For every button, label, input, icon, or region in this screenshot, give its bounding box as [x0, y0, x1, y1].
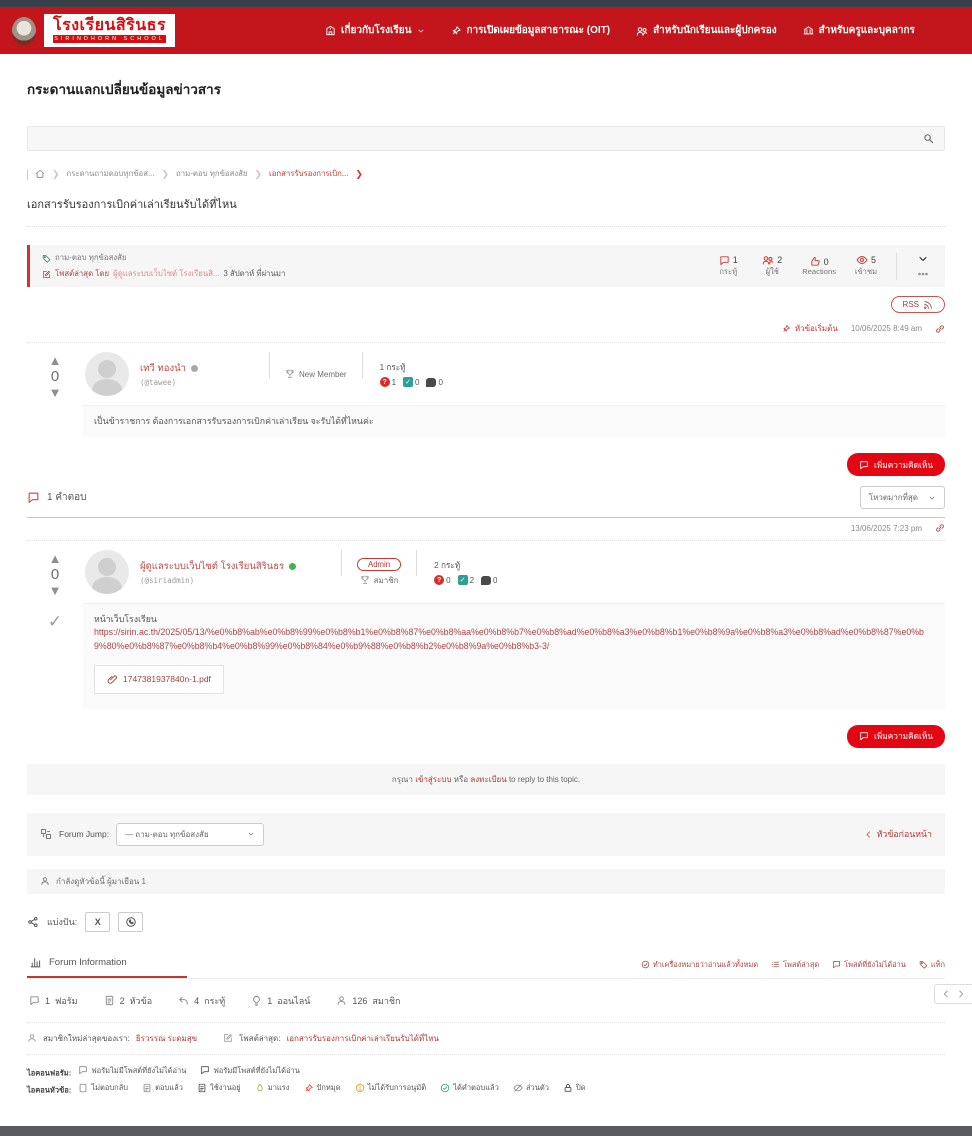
legend-active: ใช้งานอยู่	[197, 1080, 241, 1095]
topic-category[interactable]	[42, 252, 285, 264]
answers-header	[27, 490, 87, 505]
legend-solved: ได้คำตอบแล้ว	[440, 1080, 499, 1095]
last-post-author-link[interactable]: ผู้ดูแลระบบเว็บไซต์ โรงเรียนสิ...	[113, 269, 220, 278]
latest-post-link[interactable]: เอกสารรับรองการเบิกค่าเล่าเรียนรับได้ที่ไหน	[286, 1033, 439, 1043]
reply-icon	[178, 995, 189, 1006]
comment-icon	[859, 731, 869, 741]
forum-jump-icon	[40, 828, 52, 840]
logo-subtitle: SIRINDHORN SCHOOL	[54, 36, 165, 43]
document-icon	[78, 1083, 88, 1093]
add-comment-row-2	[27, 725, 945, 748]
forum-info-title: Forum Information	[49, 956, 127, 968]
menu-students-parents[interactable]	[636, 23, 777, 38]
stat-posts	[714, 255, 742, 278]
trophy-icon	[360, 575, 370, 585]
mark-all-read-link[interactable]	[641, 959, 758, 971]
chevron-left-icon	[864, 830, 873, 839]
comments-count: 0	[493, 575, 498, 585]
pushpin-icon	[451, 25, 462, 36]
legend-replied: ตอบแล้ว	[142, 1080, 183, 1095]
comment-icon	[859, 460, 869, 470]
questions-badge	[434, 575, 450, 585]
rss-row	[27, 296, 945, 313]
divider	[362, 352, 363, 378]
stat-reactions	[802, 256, 836, 276]
document-lines-icon	[142, 1083, 152, 1093]
stat-value: 2	[777, 255, 783, 265]
attachment-chip[interactable]	[94, 665, 224, 694]
question-icon: ?	[380, 377, 390, 387]
questions-count: 1	[391, 377, 397, 387]
breadcrumb-current-topic[interactable]: เอกสารรับรองการเบิก...	[269, 169, 349, 178]
newest-member-label: สมาชิกใหม่ล่าสุดของเรา:	[43, 1033, 130, 1043]
site-logo[interactable]	[44, 14, 175, 48]
latest-post-label: โพสต์ล่าสุด:	[239, 1033, 281, 1043]
whatsapp-icon	[125, 916, 137, 928]
stat-value: 126	[352, 995, 368, 1006]
unread-posts-link[interactable]	[832, 959, 906, 971]
eye-off-icon	[513, 1083, 523, 1093]
add-comment-button[interactable]	[847, 725, 945, 748]
person-icon	[40, 876, 50, 886]
divider	[27, 226, 945, 227]
top-strip	[0, 0, 972, 7]
answers-badge	[403, 377, 419, 387]
offline-status-dot	[191, 365, 198, 372]
stat-value: 2	[119, 995, 125, 1006]
author-rank: New Member	[299, 369, 347, 379]
post-2	[27, 540, 945, 708]
menu-oit[interactable]	[451, 23, 611, 38]
check-icon: ✓	[403, 377, 413, 387]
author-badges	[434, 575, 497, 585]
post1-author-row	[83, 343, 945, 405]
login-link[interactable]: เข้าสู่ระบบ	[415, 774, 452, 784]
last-post-label: โพสต์ล่าสุด โดย	[55, 269, 110, 278]
currently-viewing-bar	[27, 869, 945, 894]
topic-stats	[714, 253, 933, 280]
pushpin-icon	[304, 1083, 314, 1093]
post1-vote-column	[27, 343, 83, 437]
vote-count: 0	[50, 368, 60, 385]
upvote-button[interactable]: ▲	[48, 551, 62, 567]
author-name-text: เทวี ทองนำ	[140, 363, 186, 374]
admin-badge: Admin	[357, 558, 401, 571]
legend-forum-no-unread: ฟอรัมไม่มีโพสต์ที่ยังไม่ได้อ่าน	[78, 1063, 186, 1078]
share-row	[27, 912, 945, 932]
exclamation-circle-icon	[355, 1083, 365, 1093]
chevron-down-icon	[247, 830, 255, 838]
x-icon: X	[94, 916, 101, 927]
collapse-topic-button[interactable]	[917, 253, 929, 265]
rss-button[interactable]	[891, 296, 945, 313]
add-comment-label: เพิ่มความคิดเห็น	[873, 731, 933, 741]
thumbs-up-icon	[810, 256, 821, 267]
divider	[416, 550, 417, 576]
forum-info-links	[641, 959, 945, 978]
forum-info-tab[interactable]	[27, 952, 187, 978]
tags-link[interactable]	[919, 959, 945, 971]
chat-filled-icon	[200, 1065, 210, 1075]
check-icon: ✓	[458, 575, 468, 585]
topics-stat	[104, 994, 153, 1008]
forum-jump-value: — ถาม-ตอบ ทุกข้อสงสัย	[125, 829, 209, 839]
chevron-right-icon	[956, 989, 966, 999]
post2-intro: หน้าเว็บโรงเรียน	[94, 614, 157, 625]
comments-badge	[481, 576, 497, 585]
post2-content	[83, 603, 945, 708]
trophy-icon	[285, 369, 295, 379]
online-status-dot	[289, 563, 296, 570]
stat-value: 5	[870, 255, 876, 265]
last-post-time: 3 สัปดาห์ ที่ผ่านมา	[223, 269, 286, 278]
stat-label: กระทู้	[204, 995, 226, 1006]
chevron-down-icon	[928, 494, 936, 502]
author-name-text: ผู้ดูแลระบบเว็บไซต์ โรงเรียนสิรินธร	[140, 561, 285, 573]
stat-value: 1	[732, 255, 738, 265]
legend-closed: ปิด	[563, 1080, 586, 1095]
stat-label: ผู้ใช้	[765, 267, 779, 276]
link-label: ทำเครื่องหมายว่าอ่านแล้วทั้งหมด	[652, 959, 758, 969]
paperclip-icon	[107, 674, 118, 685]
filled-chat-icon	[832, 960, 841, 969]
post2-vote-column	[27, 541, 83, 708]
avatar[interactable]	[85, 352, 129, 396]
stat-label: หัวข้อ	[129, 995, 153, 1006]
author-name[interactable]	[140, 559, 330, 574]
share-whatsapp-button[interactable]	[118, 912, 143, 932]
icons-legend	[27, 1054, 945, 1108]
divider	[341, 550, 342, 576]
answers-count: 0	[415, 377, 420, 387]
stat-views	[852, 254, 880, 278]
search-bar	[27, 126, 945, 151]
sort-dropdown[interactable]	[860, 486, 945, 509]
menu-about-school[interactable]	[325, 23, 424, 38]
share-label: แบ่งปัน:	[47, 916, 78, 927]
forum-jump-bar	[27, 813, 945, 856]
login-mid-text: หรือ	[453, 774, 469, 784]
lightbulb-icon	[251, 995, 262, 1006]
tag-icon	[919, 960, 928, 969]
legend-private: ส่วนตัว	[513, 1080, 549, 1095]
post1-main	[83, 343, 945, 437]
author-name[interactable]	[140, 361, 258, 376]
divider	[896, 253, 897, 280]
topic-last-post	[42, 268, 285, 280]
members-stat	[336, 994, 400, 1008]
starter-label: หัวข้อเริ่มต้น	[794, 324, 838, 333]
stat-label: ออนไลน์	[277, 995, 311, 1006]
author-rank-block	[353, 558, 405, 587]
share-x-button[interactable]	[85, 912, 110, 932]
answer-chat-icon	[27, 491, 40, 504]
menu-label: เกี่ยวกับโรงเรียน	[341, 25, 412, 36]
stat-label: กระทู้	[719, 266, 738, 276]
building-icon	[803, 25, 814, 36]
forum-jump-select[interactable]	[116, 823, 264, 846]
post-1	[27, 342, 945, 437]
author-handle: (@siriadmin)	[140, 576, 195, 586]
downvote-button[interactable]: ▼	[48, 583, 62, 599]
post1-content	[83, 405, 945, 437]
author-rank-block	[281, 369, 351, 379]
share-icon	[27, 916, 39, 928]
add-comment-label: เพิ่มความคิดเห็น	[873, 459, 933, 470]
previous-topic-link[interactable]	[864, 827, 932, 841]
users-icon	[636, 25, 648, 37]
flame-icon	[255, 1083, 265, 1093]
users-icon	[762, 254, 774, 266]
post2-date: 13/06/2025 7:23 pm	[850, 523, 922, 533]
vote-count: 0	[50, 566, 60, 584]
tag-icon	[42, 254, 51, 263]
floating-pager[interactable]	[934, 984, 972, 1004]
forum-jump-label: Forum Jump:	[59, 829, 110, 839]
check-circle-icon	[440, 1083, 450, 1093]
breadcrumb-forums[interactable]: กระดานถามตอบทุกข้อส...	[66, 169, 155, 178]
menu-teachers-staff[interactable]	[803, 23, 915, 38]
menu-label: การเปิดเผยข้อมูลสาธารณะ (OIT)	[466, 25, 611, 36]
edit-icon	[223, 1033, 233, 1043]
check-circle-icon	[641, 960, 650, 969]
menu-label: สำหรับนักเรียนและผู้ปกครอง	[653, 25, 777, 36]
stat-users	[758, 254, 786, 278]
comment-icon	[481, 576, 491, 585]
author-rank: สมาชิก	[373, 575, 399, 585]
questions-badge	[380, 377, 396, 387]
viewing-text: กำลังดูหัวข้อนี้ ผู้มาเยือน 1	[56, 876, 146, 886]
upvote-button[interactable]: ▲	[48, 353, 62, 368]
post1-text: เป็นข้าราชการ ต้องการเอกสารรับรองการเบิกค่าเล่าเรียน จะรับได้ที่ไหนค่ะ	[94, 416, 374, 426]
posts-stat	[178, 994, 225, 1008]
chevron-left-icon	[941, 989, 951, 999]
forum-icons-legend	[27, 1063, 945, 1081]
answers-count-label: 1 คำตอบ	[47, 492, 87, 504]
forum-jump-group	[40, 823, 264, 846]
legend-sticky: ปักหมุด	[304, 1080, 341, 1095]
author-name-block	[140, 559, 330, 585]
sort-value: โหวตมากที่สุด	[868, 493, 918, 503]
stat-label: Reactions	[802, 267, 836, 276]
forum-icons-label: ไอคอนฟอรัม:	[27, 1068, 72, 1077]
downvote-button[interactable]: ▼	[48, 385, 62, 400]
bar-chart-icon	[29, 956, 42, 969]
school-icon	[325, 25, 336, 36]
main-navbar	[0, 7, 972, 54]
link-label: แท็ก	[930, 959, 945, 969]
post2-meta	[27, 518, 945, 540]
stat-value: 0	[823, 256, 829, 267]
add-comment-button[interactable]	[847, 453, 945, 476]
login-pre-text: กรุณา	[391, 774, 413, 784]
bottom-strip	[0, 1126, 972, 1136]
answers-count: 2	[469, 575, 475, 585]
questions-count: 0	[446, 575, 451, 585]
stat-value: 1	[267, 995, 273, 1006]
forum-info-stats	[27, 994, 945, 1008]
attachment-filename: 1747381937840n-1.pdf	[123, 673, 211, 684]
topic-actions	[913, 253, 933, 280]
topic-icons-label: ไอคอนหัวข้อ:	[27, 1085, 72, 1095]
stat-label: สมาชิก	[372, 995, 401, 1006]
newest-member-link[interactable]: ธิรวรรณ ระดมสุข	[135, 1033, 198, 1043]
post1-meta	[27, 317, 945, 342]
author-post-count: 2 กระทู้	[434, 561, 461, 571]
topic-category-label: ถาม-ตอบ ทุกข้อสงสัย	[55, 253, 127, 262]
breadcrumb-separator: ❯	[254, 168, 263, 179]
register-link[interactable]: ลงทะเบียน	[470, 774, 507, 784]
topic-title: เอกสารรับรองการเบิกค่าเล่าเรียนรับได้ที่ไหน	[27, 199, 237, 211]
forums-stat	[29, 994, 78, 1008]
post1-date: 10/06/2025 8:49 am	[850, 324, 922, 333]
ellipsis-icon	[917, 268, 929, 280]
divider	[269, 352, 270, 378]
post2-link[interactable]: https://sirin.ac.th/2025/05/13/%e0%b8%ab%e0%b8%99%e0%b8%b1%e0%b8%87%e0%b8%aa%e0%b8%b7%e0%b8%ad%e0%b8%a3%e0%b8%b1%e0%b8%9a%e0%b8%a3%e0%b8%ad%e0%b8%87%e0%b9%80%e0%b8%87%e0%b8%b4%e0%b8%99%e0%b8%84%e0%b9%88%e0%b8%b2%e0%b8%9a%e0%b8%b3-3/	[94, 627, 924, 651]
legend-not-replied: ไม่ตอบกลับ	[78, 1080, 128, 1095]
answers-header-row	[27, 486, 945, 518]
online-stat	[251, 994, 310, 1008]
stat-label: ฟอรัม	[55, 995, 78, 1006]
accepted-answer-check-icon: ✓	[47, 612, 63, 632]
main-menu	[325, 23, 915, 38]
add-comment-row	[27, 453, 945, 476]
document-filled-icon	[197, 1083, 207, 1093]
rss-icon	[923, 300, 933, 310]
chevron-down-icon	[917, 253, 929, 265]
chevron-down-icon	[417, 27, 425, 35]
breadcrumb-separator: ❯	[52, 168, 60, 179]
login-post-text: to reply to this topic.	[508, 774, 581, 784]
chat-icon	[719, 255, 730, 266]
lock-icon	[563, 1083, 573, 1093]
newest-member-row	[27, 1022, 945, 1054]
permalink-icon[interactable]	[935, 523, 945, 533]
comments-badge	[426, 378, 442, 387]
breadcrumb	[27, 168, 945, 180]
person-icon	[27, 1033, 37, 1043]
comments-count: 0	[438, 377, 443, 387]
document-icon	[104, 995, 115, 1006]
breadcrumb-category[interactable]: ถาม-ตอบ ทุกข้อสงสัย	[176, 169, 248, 178]
legend-hot: มาแรง	[255, 1080, 290, 1095]
person-icon	[336, 995, 347, 1006]
topic-icons-legend	[27, 1080, 945, 1098]
comment-icon	[426, 378, 436, 387]
topic-info-left	[42, 252, 285, 280]
author-counts-block	[428, 559, 497, 585]
logo-title: โรงเรียนสิรินธร	[53, 16, 167, 34]
breadcrumb-separator: ❯	[355, 168, 363, 179]
forum-info-header	[27, 952, 945, 979]
breadcrumb-bar	[27, 169, 28, 180]
topic-more-menu[interactable]	[917, 268, 929, 280]
previous-topic-label: หัวข้อก่อนหน้า	[876, 829, 932, 839]
stat-value: 4	[194, 995, 200, 1006]
author-name-block	[140, 361, 258, 387]
recent-posts-link[interactable]	[771, 959, 819, 971]
eye-icon	[856, 254, 868, 266]
edit-icon	[42, 270, 51, 279]
author-counts-block	[374, 361, 443, 387]
school-crest-logo[interactable]	[12, 17, 36, 45]
search-input[interactable]	[38, 134, 923, 144]
rss-label: RSS	[902, 300, 919, 309]
permalink-icon[interactable]	[935, 324, 945, 334]
legend-unapproved: ไม่ได้รับการอนุมัติ	[355, 1080, 426, 1095]
link-label: โพสต์ล่าสุด	[783, 959, 820, 969]
post2-author-row	[83, 541, 945, 603]
stat-label: เข้าชม	[854, 267, 878, 276]
legend-forum-unread: ฟอรัมมีโพสต์ที่ยังไม่ได้อ่าน	[200, 1063, 299, 1078]
author-handle: (@tawee)	[140, 378, 177, 387]
breadcrumb-home[interactable]	[35, 169, 45, 179]
post2-main	[83, 541, 945, 708]
page-content	[0, 54, 972, 1108]
search-icon[interactable]	[923, 133, 934, 144]
author-badges	[380, 377, 443, 387]
answers-badge	[458, 575, 474, 585]
page-title: กระดานแลกเปลี่ยนข้อมูลข่าวสาร	[27, 82, 221, 97]
topic-starter-badge	[782, 322, 838, 335]
list-icon	[771, 960, 780, 969]
link-label: โพสต์ที่ยังไม่ได้อ่าน	[844, 959, 906, 969]
topic-info-bar	[27, 245, 945, 287]
login-prompt-bar	[27, 764, 945, 795]
stat-value: 1	[45, 995, 51, 1006]
pin-icon	[782, 324, 791, 333]
chat-icon	[29, 995, 40, 1006]
chat-outline-icon	[78, 1065, 88, 1075]
avatar[interactable]	[85, 550, 129, 594]
home-icon	[35, 169, 45, 179]
menu-label: สำหรับครูและบุคลากร	[818, 25, 915, 36]
question-icon: ?	[434, 575, 444, 585]
author-post-count: 1 กระทู้	[379, 363, 406, 372]
breadcrumb-separator: ❯	[161, 168, 170, 179]
